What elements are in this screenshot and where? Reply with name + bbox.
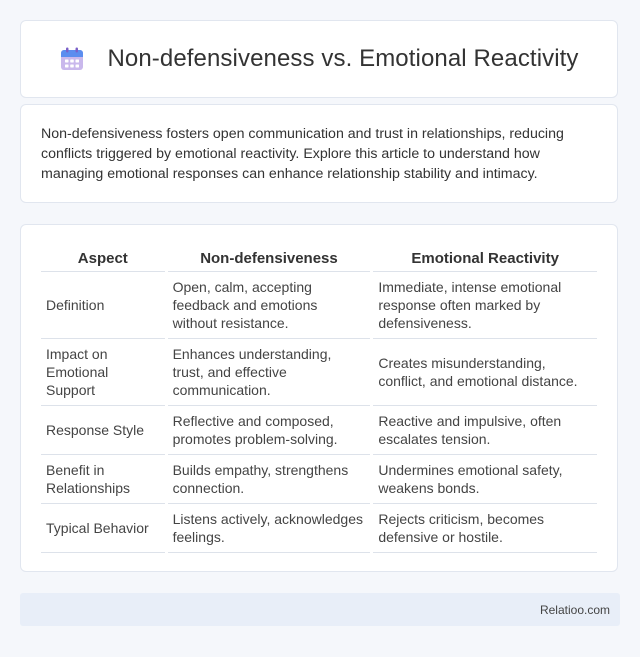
title-wrap [59, 45, 578, 73]
table-row [41, 455, 597, 504]
row-aspect: Definition [41, 272, 165, 339]
table-row [41, 504, 597, 553]
table-row [41, 272, 597, 339]
header-emotional-reactivity: Emotional Reactivity [373, 241, 597, 272]
intro-card [20, 104, 618, 203]
row-emotional-reactivity: Rejects criticism, becomes defensive or hostile. [373, 504, 597, 553]
footer-site-name: Relatioo.com [539, 602, 610, 617]
row-emotional-reactivity: Reactive and impulsive, often escalates tension. [373, 406, 597, 455]
row-aspect: Benefit in Relationships [41, 455, 165, 504]
row-aspect: Response Style [41, 406, 165, 455]
title-card [20, 20, 618, 98]
footer [20, 593, 620, 626]
table-row [41, 406, 597, 455]
row-aspect: Impact on Emotional Support [41, 339, 165, 406]
row-non-defensiveness: Listens actively, acknowledges feelings. [168, 504, 371, 553]
row-emotional-reactivity: Creates misunderstanding, conflict, and emotional distance. [373, 339, 597, 406]
table-header-row [41, 241, 597, 272]
row-non-defensiveness: Open, calm, accepting feedback and emotions without resistance. [168, 272, 371, 339]
calendar-icon [59, 46, 85, 72]
row-non-defensiveness: Builds empathy, strengthens connection. [168, 455, 371, 504]
comparison-table [38, 241, 600, 553]
table-row [41, 339, 597, 406]
page-title: Non-defensiveness vs. Emotional Reactivity [107, 45, 579, 72]
row-non-defensiveness: Enhances understanding, trust, and effective communication. [168, 339, 371, 406]
header-aspect: Aspect [41, 241, 165, 272]
row-non-defensiveness: Reflective and composed, promotes problem-solving. [168, 406, 371, 455]
row-aspect: Typical Behavior [41, 504, 165, 553]
row-emotional-reactivity: Immediate, intense emotional response often marked by defensiveness. [373, 272, 597, 339]
header-non-defensiveness: Non-defensiveness [168, 241, 371, 272]
comparison-card [20, 224, 618, 572]
intro-paragraph: Non-defensiveness fosters open communication and trust in relationships, reducing conflicts triggered by emotional reactivity. Explore this article to understand how managing emotional responses can enhance relationship stability and intimacy. [41, 126, 564, 182]
row-emotional-reactivity: Undermines emotional safety, weakens bonds. [373, 455, 597, 504]
